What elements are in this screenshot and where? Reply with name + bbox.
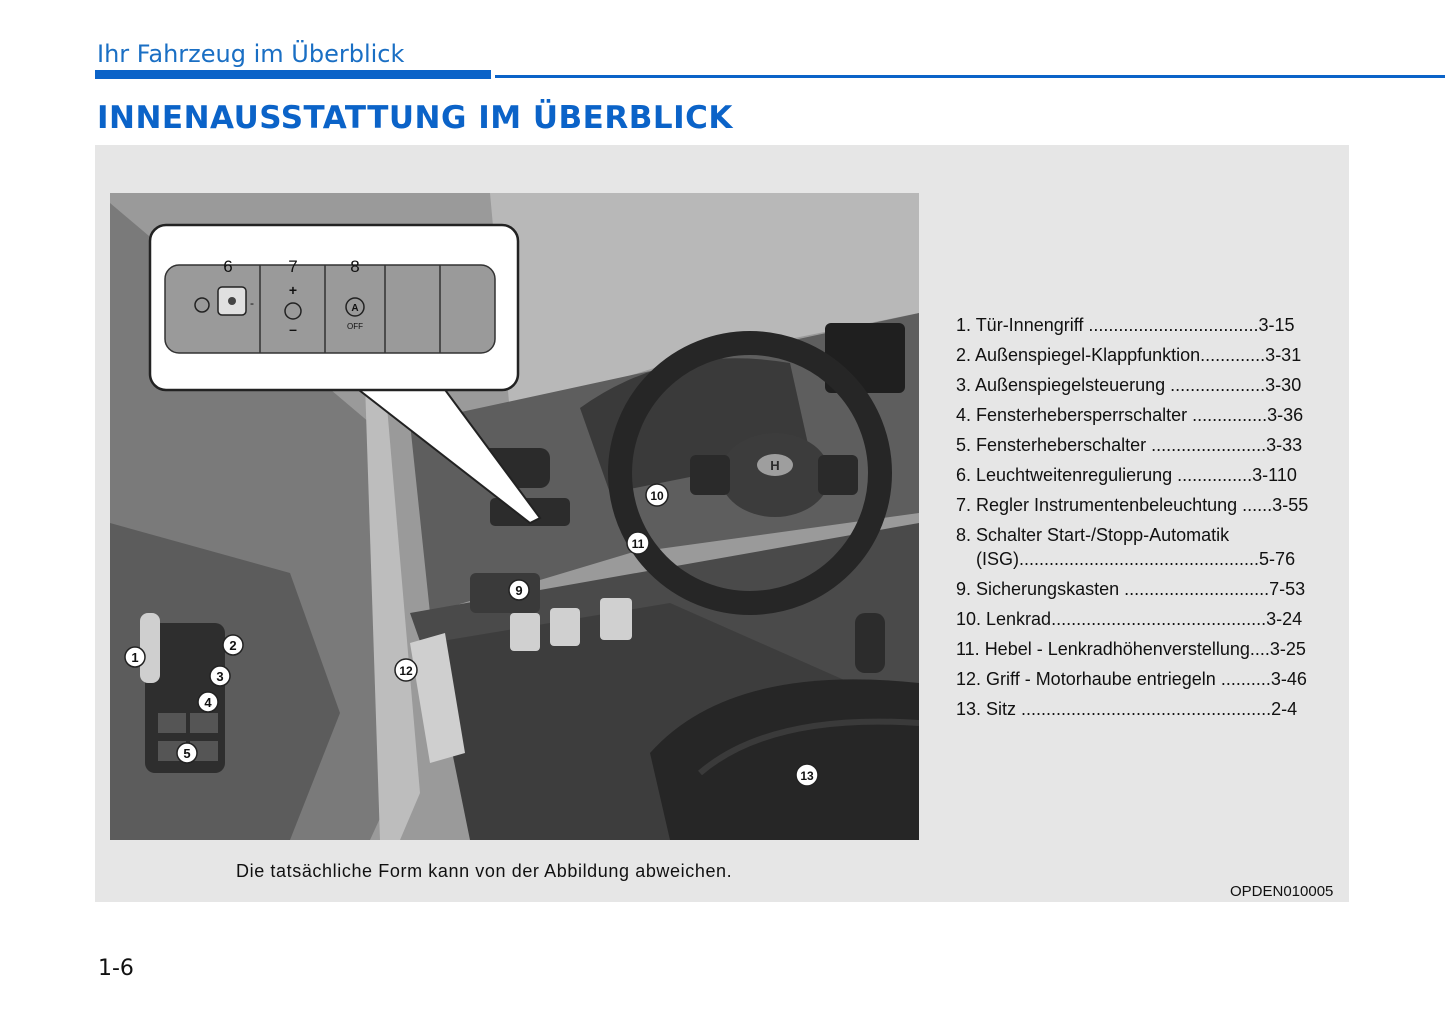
callout-1	[125, 647, 145, 667]
legend-item: 8. Schalter Start-/Stopp-Automatik (ISG)................................................5-76	[956, 525, 1296, 569]
callout-2	[223, 635, 243, 655]
image-code: OPDEN010005	[1230, 883, 1334, 900]
inset-off-label: OFF	[347, 322, 363, 331]
steering-logo: H	[770, 458, 780, 473]
legend-item: 6. Leuchtweitenregulierung ...............3-110	[956, 465, 1297, 485]
legend-item: 4. Fensterhebersperrschalter ...............3-36	[956, 405, 1304, 425]
svg-text:10: 10	[650, 489, 664, 503]
callout-3	[210, 666, 230, 686]
svg-text:4: 4	[204, 695, 212, 710]
callout-12	[395, 659, 417, 681]
header-rule-thin	[495, 75, 1445, 78]
svg-text:2: 2	[229, 638, 237, 653]
legend-item: 9. Sicherungskasten .............................7-53	[956, 579, 1306, 599]
callout-11	[627, 532, 649, 554]
legend-item: 2. Außenspiegel-Klappfunktion.............3-31	[956, 345, 1302, 365]
inset-minus-bottom-label: –	[289, 321, 297, 337]
callout-4	[198, 692, 218, 712]
callout-9	[509, 580, 529, 600]
legend-item: 11. Hebel - Lenkradhöhenverstellung....3-25	[956, 639, 1306, 659]
page-number: 1-6	[98, 956, 134, 981]
legend-item: 12. Griff - Motorhaube entriegeln ..........3-46	[956, 669, 1307, 689]
inset-plus-label: +	[288, 282, 298, 298]
callout-6: 6	[223, 257, 233, 276]
svg-text:12: 12	[399, 664, 413, 678]
legend-item: 13. Sitz ..................................................2-4	[956, 699, 1298, 719]
page-heading: INNENAUSSTATTUNG IM ÜBERBLICK	[97, 100, 733, 136]
callout-7: 7	[288, 257, 298, 276]
svg-text:5: 5	[183, 746, 191, 761]
section-title: Ihr Fahrzeug im Überblick	[97, 40, 405, 68]
inset-isg-letter: A	[351, 303, 359, 314]
callout-5	[177, 743, 197, 763]
callout-10	[646, 484, 668, 506]
svg-text:3: 3	[216, 669, 224, 684]
header-rule-thick	[95, 70, 491, 79]
legend-item: 10. Lenkrad...........................................3-24	[956, 609, 1303, 629]
interior-illustration	[110, 193, 919, 840]
svg-text:11: 11	[631, 537, 645, 551]
svg-text:1: 1	[131, 650, 139, 665]
svg-text:9: 9	[515, 583, 523, 598]
svg-text:13: 13	[800, 769, 814, 783]
component-legend	[956, 313, 1336, 727]
callout-13	[796, 764, 818, 786]
legend-item: 5. Fensterheberschalter .......................3-33	[956, 435, 1303, 455]
figure-caption: Die tatsächliche Form kann von der Abbildung abweichen.	[236, 861, 733, 881]
inset-minus-label: -	[250, 296, 254, 310]
legend-item: 1. Tür-Innengriff ..................................3-15	[956, 315, 1295, 335]
legend-item: 7. Regler Instrumentenbeleuchtung ......3-55	[956, 495, 1309, 515]
legend-item: 3. Außenspiegelsteuerung ...................3-30	[956, 375, 1302, 395]
callout-8: 8	[350, 257, 360, 276]
